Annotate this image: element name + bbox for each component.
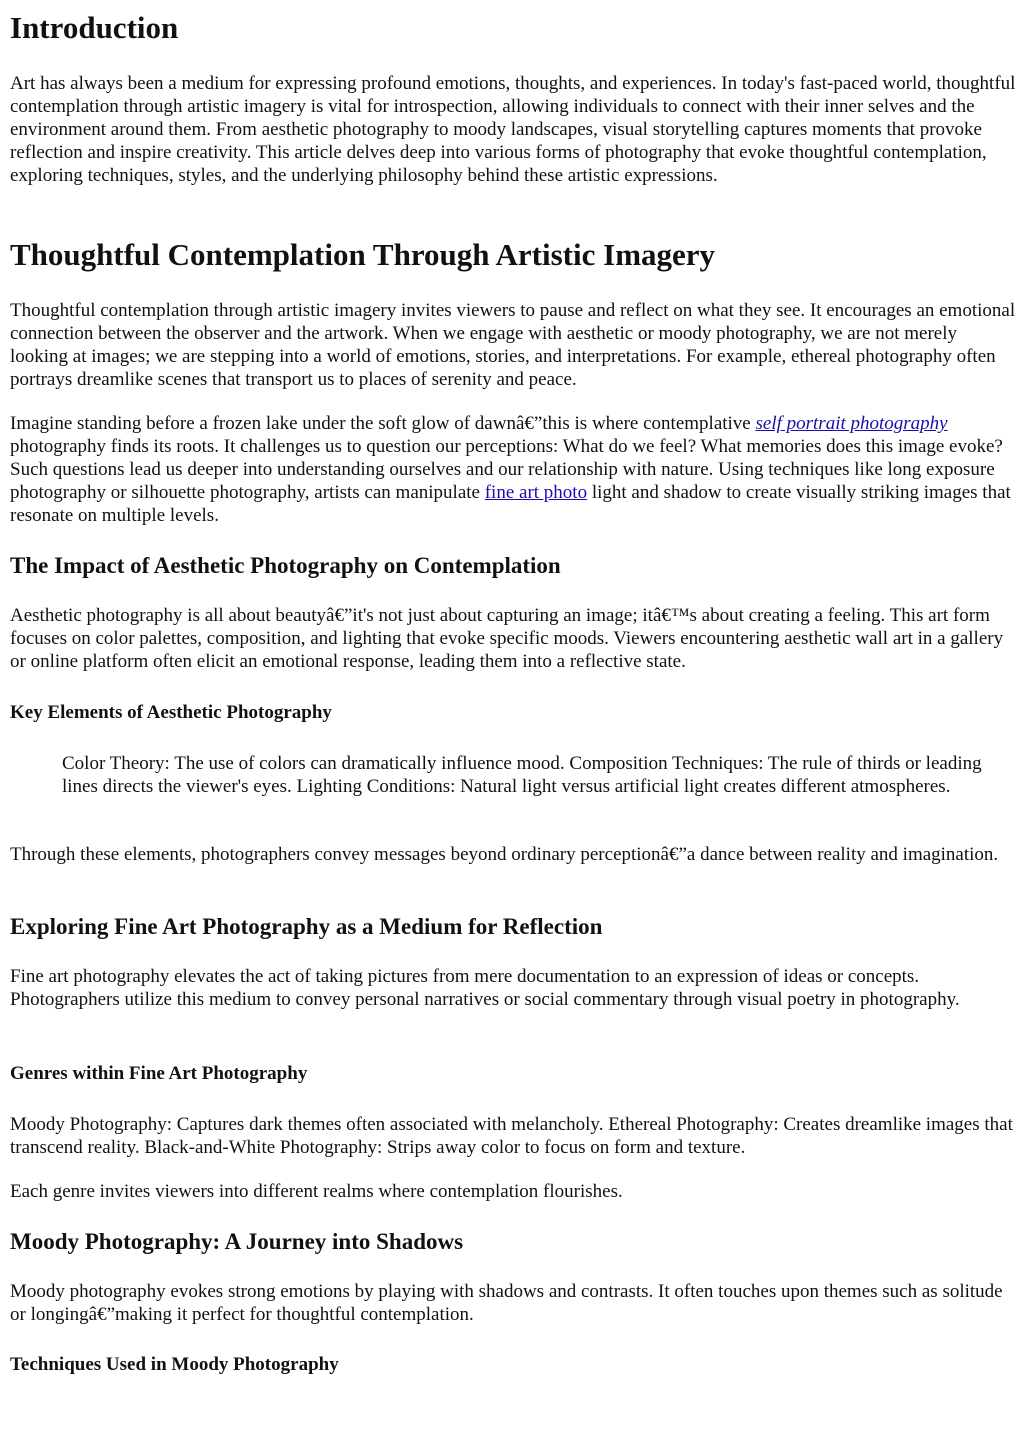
paragraph-fine-art: Fine art photography elevates the act of taking pictures from mere documentation to an expression of ideas or concepts. Photographers utilize this medium to convey personal narratives or social commentary through visual poetry in photography. [10, 966, 960, 1010]
paragraph-genres-summary: Each genre invites viewers into different realms where contemplation flourishes. [10, 1181, 623, 1202]
paragraph-key-elements-summary: Through these elements, photographers convey messages beyond ordinary perceptionâ€”a dance between reality and imagination. [10, 844, 999, 865]
self-portrait-photography-link[interactable]: self portrait photography [755, 413, 948, 434]
paragraph-introduction: Art has always been a medium for expressing profound emotions, thoughts, and experiences. In today's fast-paced world, thoughtful contemplation through artistic imagery is vital for introspection, allowing individuals to connect with their inner selves and the environment around them. From aesthetic photography to moody landscapes, visual storytelling captures moments that provoke reflection and inspire creativity. This article delves deep into various forms of photography that evoke thoughtful contemplation, exploring techniques, styles, and the underlying philosophy behind these artistic expressions. [10, 73, 1016, 186]
paragraph-genres-list: Moody Photography: Captures dark themes often associated with melancholy. Ethereal Photography: Creates dreamlike images that transcend reality. Black-and-White Photography: Strips away color to focus on form and texture. [10, 1114, 1013, 1158]
paragraph-thoughtful-contemplation-1: Thoughtful contemplation through artistic imagery invites viewers to pause and reflect on what they see. It encourages an emotional connection between the observer and the artwork. When we engage with aesthetic or moody photography, we are not merely looking at images; we are stepping into a world of emotions, stories, and interpretations. For example, ethereal photography often portrays dreamlike scenes that transport us to places of serenity and peace. [10, 300, 1016, 390]
heading-moody-photography: Moody Photography: A Journey into Shadows [10, 1229, 464, 1254]
fine-art-photo-link[interactable]: fine art photo [484, 482, 588, 503]
heading-introduction: Introduction [10, 10, 179, 45]
blockquote-key-elements: Color Theory: The use of colors can dramatically influence mood. Composition Techniques: The rule of thirds or leading lines directs the viewer's eyes. Lighting Conditions: Natural light versus artificial light creates different atmospheres. [62, 753, 982, 797]
paragraph-text-segment: Imagine standing before a frozen lake under the soft glow of dawnâ€”this is where contemplative [10, 413, 756, 434]
paragraph-text-segment: photography finds its roots. It challenges us to question our perceptions: What do we feel? What memories does this image evoke? Such questions lead us deeper into understanding ourselves and our relationship with nature. Using techniques like long exposure photography or silhouette photography, artists can manipulate [10, 436, 1003, 503]
heading-techniques-moody: Techniques Used in Moody Photography [10, 1354, 339, 1375]
heading-key-elements: Key Elements of Aesthetic Photography [10, 702, 332, 723]
heading-impact-aesthetic: The Impact of Aesthetic Photography on Contemplation [10, 553, 561, 578]
paragraph-moody-photography: Moody photography evokes strong emotions by playing with shadows and contrasts. It often touches upon themes such as solitude or longingâ€”making it perfect for thoughtful contemplation. [10, 1281, 1003, 1325]
heading-genres: Genres within Fine Art Photography [10, 1063, 308, 1084]
paragraph-impact-aesthetic: Aesthetic photography is all about beautyâ€”it's not just about capturing an image; itâ€™s about creating a feeling. This art form focuses on color palettes, composition, and lighting that evoke specific moods. Viewers encountering aesthetic wall art in a gallery or online platform often elicit an emotional response, leading them into a reflective state. [10, 605, 1004, 672]
heading-thoughtful-contemplation: Thoughtful Contemplation Through Artistic Imagery [10, 237, 716, 272]
heading-fine-art: Exploring Fine Art Photography as a Medium for Reflection [10, 914, 603, 939]
paragraph-thoughtful-contemplation-2 [10, 412, 1016, 527]
paragraph-text-segment: light and shadow to create visually striking images that resonate on multiple levels. [10, 482, 1011, 526]
